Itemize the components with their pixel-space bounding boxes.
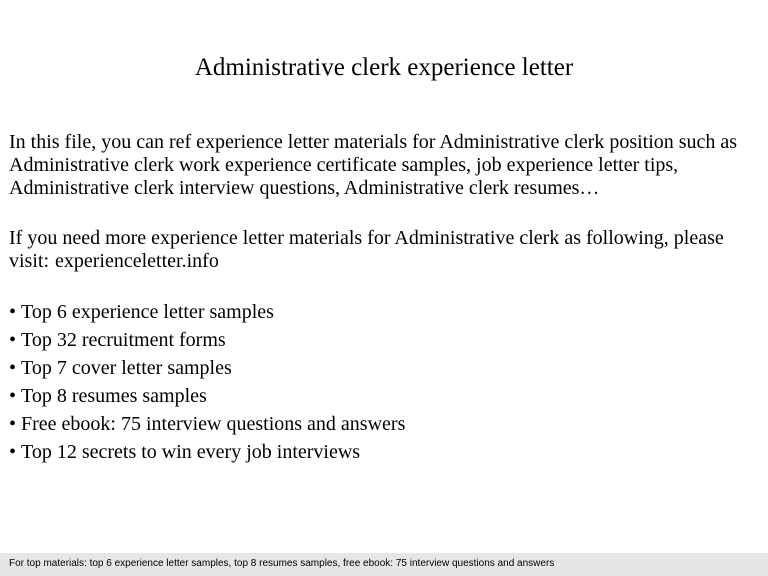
page-title: Administrative clerk experience letter (194, 54, 574, 81)
list-item-label: Top 6 experience letter samples (21, 301, 274, 323)
list-item[interactable] (9, 354, 754, 382)
intro-paragraph: In this file, you can ref experience letter materials for Administrative clerk position such as Administrative clerk work experience certificate samples, job experience letter tips, Administrative clerk interview questions, Administrative clerk resumes… (9, 131, 738, 199)
bullet-icon: • (9, 441, 17, 463)
list-item-label: Top 7 cover letter samples (21, 357, 232, 379)
footer-text: For top materials: top 6 experience letter samples, top 8 resumes samples, free ebook: 75 interview questions and answers (9, 558, 555, 569)
visit-text: If you need more experience letter materials for Administrative clerk as following, please visit: (9, 227, 724, 272)
list-item[interactable] (9, 382, 754, 410)
list-item[interactable] (9, 438, 754, 466)
visit-paragraph (9, 227, 754, 273)
list-item-label: Top 12 secrets to win every job interviews (21, 441, 361, 463)
list-item[interactable] (9, 410, 754, 438)
list-item-label: Top 32 recruitment forms (21, 329, 226, 351)
visit-url-link[interactable]: experienceletter.info (55, 250, 219, 272)
bullet-icon: • (9, 301, 17, 323)
materials-list (9, 298, 754, 466)
list-item[interactable] (9, 298, 754, 326)
bullet-icon: • (9, 357, 17, 379)
bullet-icon: • (9, 413, 17, 435)
bullet-icon: • (9, 329, 17, 351)
list-item[interactable] (9, 326, 754, 354)
bullet-icon: • (9, 385, 17, 407)
list-item-label: Free ebook: 75 interview questions and answers (21, 413, 406, 435)
list-item-label: Top 8 resumes samples (21, 385, 207, 407)
footer-bar (0, 553, 768, 576)
